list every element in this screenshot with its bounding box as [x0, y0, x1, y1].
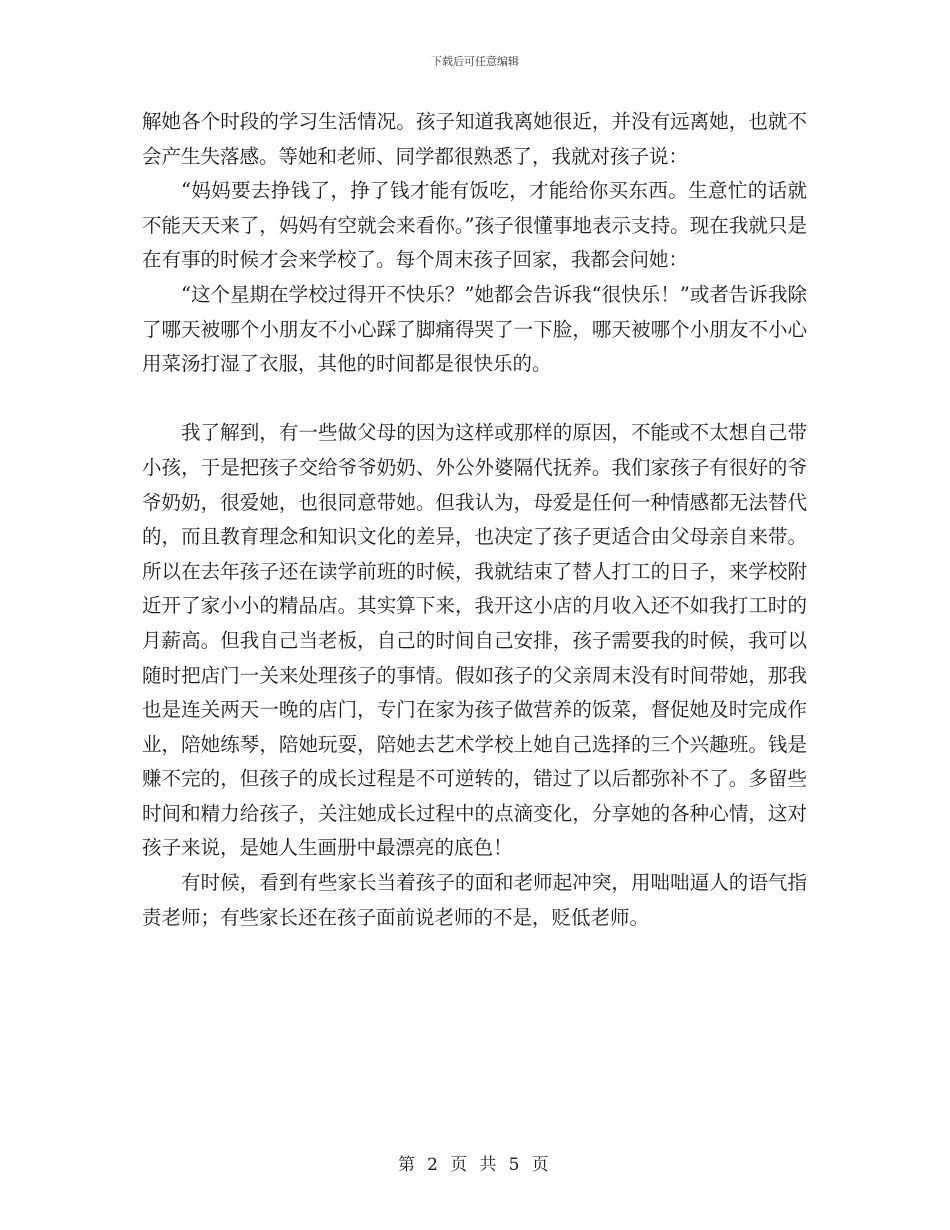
document-body	[142, 105, 807, 935]
paragraph-4: 我了解到，有一些做父母的因为这样或那样的原因，不能或不太想自己带小孩，于是把孩子交给爷爷奶奶、外公外婆隔代抚养。我们家孩子有很好的爷爷奶奶，很爱她，也很同意带她。但我认为，母爱是任何一种情感都无法替代的，而且教育理念和知识文化的差异，也决定了孩子更适合由父母亲自来带。所以在去年孩子还在读学前班的时候，我就结束了替人打工的日子，来学校附近开了家小小的精品店。其实算下来，我开这小店的月收入还不如我打工时的月薪高。但我自己当老板，自己的时间自己安排，孩子需要我的时候，我可以随时把店门一关来处理孩子的事情。假如孩子的父亲周末没有时间带她，那我也是连关两天一晚的店门，专门在家为孩子做营养的饭菜，督促她及时完成作业，陪她练琴，陪她玩耍，陪她去艺术学校上她自己选择的三个兴趣班。钱是赚不完的，但孩子的成长过程是不可逆转的，错过了以后都弥补不了。多留些时间和精力给孩子，关注她成长过程中的点滴变化，分享她的各种心情，这对孩子来说，是她人生画册中最漂亮的底色！	[142, 421, 807, 860]
paragraph-5: 有时候，看到有些家长当着孩子的面和老师起冲突，用咄咄逼人的语气指责老师；有些家长还在孩子面前说老师的不是，贬低老师。	[142, 871, 807, 929]
paragraph-2: “妈妈要去挣钱了，挣了钱才能有饭吃，才能给你买东西。生意忙的话就不能天天来了，妈妈有空就会来看你。”孩子很懂事地表示支持。现在我就只是在有事的时候才会来学校了。每个周末孩子回家，我都会问她：	[142, 179, 807, 272]
page-header-note: 下载后可任意编辑	[431, 55, 519, 68]
paragraph-1: 解她各个时段的学习生活情况。孩子知道我离她很近，并没有远离她，也就不会产生失落感。等她和老师、同学都很熟悉了，我就对孩子说：	[142, 110, 807, 168]
page-number-footer: 第 2 页 共 5 页	[397, 1155, 553, 1175]
paragraph-3: “这个星期在学校过得开不快乐？”她都会告诉我“很快乐！”或者告诉我除了哪天被哪个小朋友不小心踩了脚痛得哭了一下脸，哪天被哪个小朋友不小心用菜汤打湿了衣服，其他的时间都是很快乐的。	[142, 282, 807, 376]
paragraph-gap	[142, 382, 807, 417]
